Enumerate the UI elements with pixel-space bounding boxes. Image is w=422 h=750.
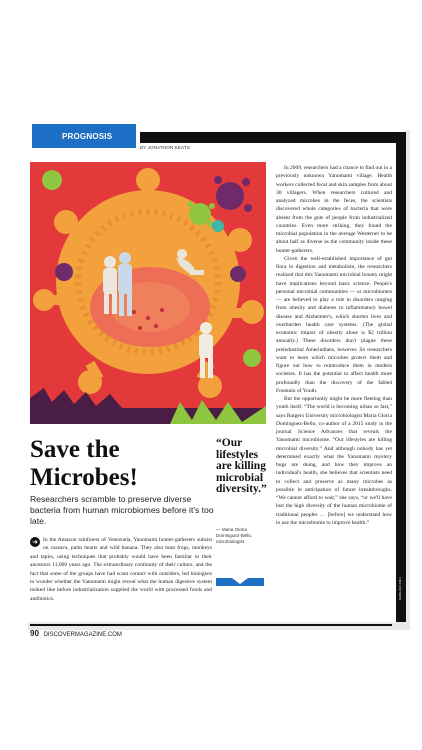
illustration-credit: GIANLUCA FOLI [398, 577, 402, 600]
article-title: Save the Microbes! [30, 436, 138, 491]
body-column-right [276, 164, 392, 527]
article-deck: Researchers scramble to preserve diverse bacteria from human microbiomes before it's too late. [30, 494, 214, 526]
body-paragraph: Given the well-established importance of gut flora in digestion and metabolism, the researchers realized that this Yanomami microbial bounty might have implications beyond basic science. People's personal microbial communities — or microbiomes — are believed to play a role in disorders ranging from obesity and diabetes to inflammatory bowel disease and Alzheimer's, which shorten lives and overburden health care systems. (The global economic impact of obesity alone is $2 trillion annually.) These disorders don't plague these preindustrial Amerindians, however. So researchers want to learn which microbes protect them and figure out how to reintroduce them in modern societies. It has the potential to affect health more profoundly than the discovery of the fabled Fountain of Youth. [276, 255, 392, 394]
byline: BY JONATHON KEATS [140, 145, 190, 150]
arrow-right-icon: ➜ [30, 537, 40, 547]
section-tag: PROGNOSIS [32, 124, 136, 148]
page-footer [30, 629, 122, 638]
pull-quote-attribution: — Maria Gloria Dominguez-Bello, microbiologist [216, 527, 253, 544]
microbe-illustration [30, 162, 266, 424]
body-column-left [30, 536, 212, 603]
accent-block [216, 573, 264, 581]
accent-shape [216, 578, 264, 586]
pull-quote: “Our lifestyles are killing microbial diversity.” [216, 437, 267, 495]
body-paragraph: But the opportunity might be more fleeting than youth itself. “The world is becoming urban so fast,” says Rutgers University microbiologist Maria Gloria Dominguez-Bello, co-author of a 2015 study in the journal Science Advances that reveals the Yanomami microbiome. “Our lifestyles are killing microbial diversity.” And although nobody has yet determined exactly what the Yanomami mystery bugs are doing, and how they improve an individual's health, she believes that scientists need to collect and preserve as many microbes as possible in anticipation of future breakthroughs. “We cannot afford to wait,” she says, “or we'll have lost the high diversity of the human microbiome of traditional peoples … [before] we understand how to use the microbiome to improve health.” [276, 396, 392, 526]
body-paragraph: In 2009, researchers had a chance to find out in a previously unknown Yanomami village. Health workers collected fecal and skin samples from about 30 villagers. When researchers cultured and analyzed microbes in the feces, the scientists discovered whole categories of bacteria that were absent from the guts of people from industrialized countries. Even more striking, they found the microbial population in the average Westerner to be about half as diverse as the community inside these hunter-gatherers. [276, 165, 392, 254]
footer-rule [30, 624, 392, 626]
body-left-text: In the Amazon rainforest of Venezuela, Yanomami hunter-gatherers subsist on cassava, palm hearts and wild banana. They also hunt frogs, monkeys and tapirs, using techniques that probably would have been familiar to their ancestors 11,000 years ago. The extraordinary continuity of their culture, and the fact that some of the groups have had scant contact with outsiders, led biologists to wonder whether the Yanomami might reveal what the human digestive system looked like before industrialization supplied the world with processed foods and antibiotics. [30, 537, 212, 602]
site-url: DISCOVERMAGAZINE.COM [43, 632, 122, 638]
page-number: 90 [30, 629, 39, 638]
header-rule [140, 132, 406, 143]
illustration-art [30, 162, 266, 424]
page-edge-bar [396, 132, 406, 622]
